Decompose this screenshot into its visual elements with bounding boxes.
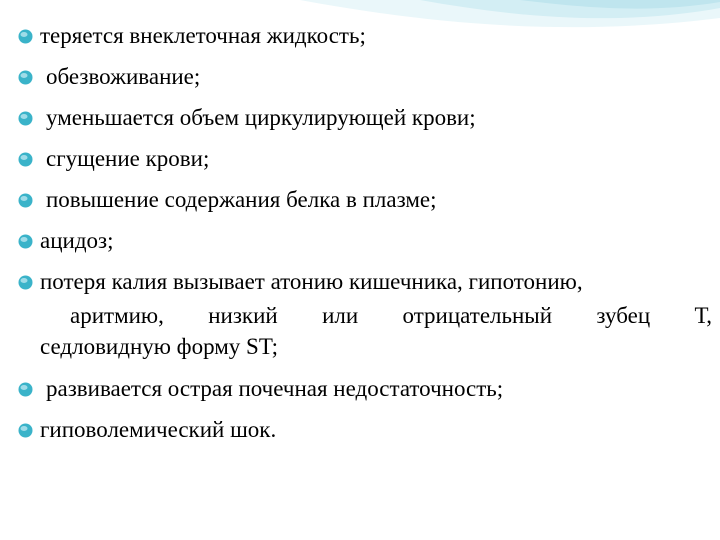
round-bullet-icon <box>17 151 34 168</box>
round-bullet-icon <box>17 422 34 439</box>
bullet-item <box>0 416 712 444</box>
bullet-text: обезвоживание; <box>46 64 201 89</box>
bullet-text: гиповолемический шок. <box>40 417 277 442</box>
bullet-item <box>0 63 712 91</box>
round-bullet-icon <box>17 110 34 127</box>
bullet-text: ацидоз; <box>40 228 114 253</box>
bullet-last-line-text: седловидную форму ST; <box>40 334 279 359</box>
round-bullet-icon <box>17 192 34 209</box>
bullet-text: сгущение крови; <box>46 146 210 171</box>
bullet-item <box>0 22 712 50</box>
round-bullet-icon <box>17 69 34 86</box>
bullet-text: повышение содержания белка в плазме; <box>46 187 437 212</box>
bullet-item <box>0 227 712 255</box>
bullet-text: потеря калия вызывает атонию кишечника, гипотонию, <box>40 269 583 294</box>
round-bullet-icon <box>17 274 34 291</box>
bullet-item <box>0 145 712 173</box>
bullet-item <box>0 186 712 214</box>
bullet-item <box>0 104 712 132</box>
round-bullet-icon <box>17 233 34 250</box>
bullet-item <box>0 375 712 403</box>
bullet-text: теряется внеклеточная жидкость; <box>40 23 366 48</box>
bullet-text: развивается острая почечная недостаточность; <box>46 376 504 401</box>
bullet-list <box>0 22 712 457</box>
round-bullet-icon <box>17 381 34 398</box>
bullet-item <box>0 268 712 362</box>
round-bullet-icon <box>17 28 34 45</box>
bullet-continuation-text: аритмию, низкий или отрицательный зубец Т, <box>70 303 712 328</box>
bullet-text: уменьшается объем циркулирующей крови; <box>46 105 476 130</box>
